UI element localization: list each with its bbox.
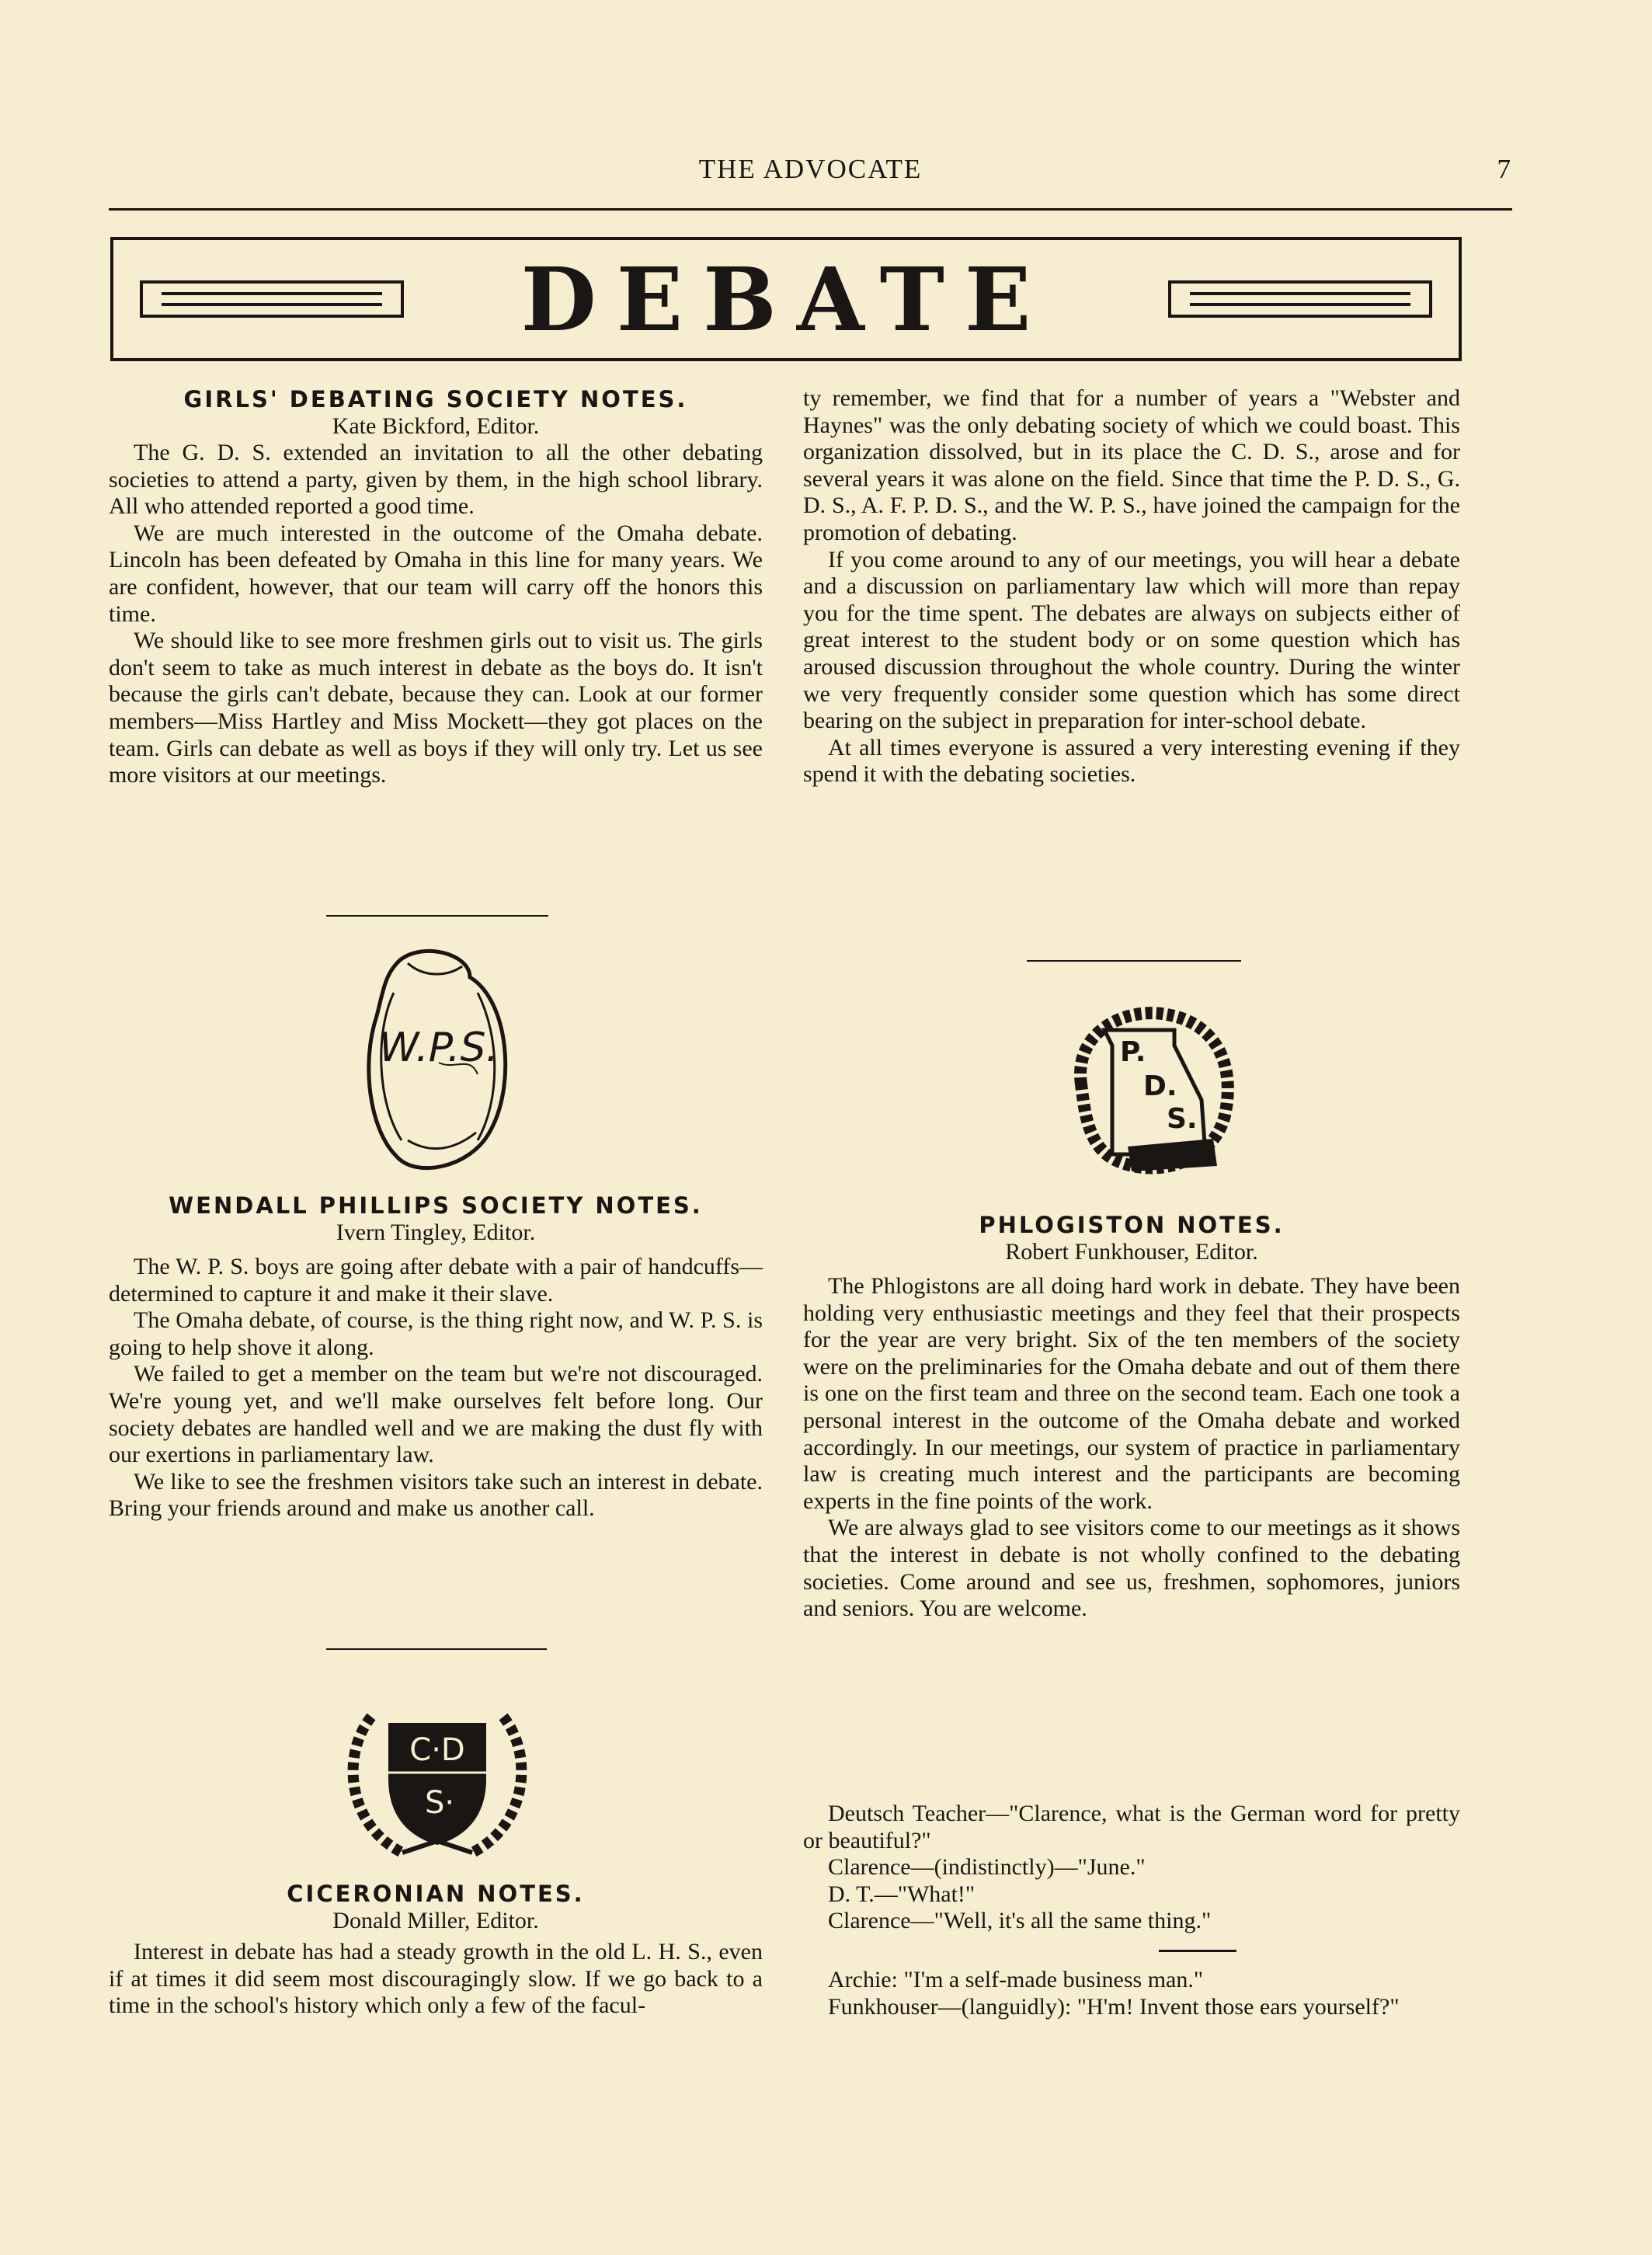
wps-editor: Ivern Tingley, Editor. xyxy=(336,1220,536,1245)
running-head xyxy=(109,154,1512,188)
pds-emblem xyxy=(1058,999,1252,1185)
wps-emblem-text: W.P.S. xyxy=(379,1025,499,1071)
pds-title: PHLOGISTON NOTES. xyxy=(979,1212,1285,1238)
gds-paragraph: We should like to see more freshmen girls out to visit us. The girls don't seem to take as much interest in debate as the boys do. It isn't because the girls can't debate, because they can. Look at our former members—Miss Hartley and Miss Mockett—they got places on the team. Girls can debate as well as boys if they will only try. Let us see more visitors at our meetings. xyxy=(109,628,763,788)
page-number: 7 xyxy=(1497,154,1512,184)
separator-rule xyxy=(1159,1950,1236,1952)
banner-ornament-right xyxy=(1168,280,1432,318)
gds-title: GIRLS' DEBATING SOCIETY NOTES. xyxy=(183,386,688,412)
cds-editor: Donald Miller, Editor. xyxy=(332,1908,539,1933)
cds-article-continued xyxy=(803,385,1460,788)
joke-line: Archie: "I'm a self-made business man." xyxy=(828,1967,1204,1992)
wps-emblem xyxy=(353,946,524,1179)
section-banner xyxy=(110,237,1462,361)
gds-editor: Kate Bickford, Editor. xyxy=(332,413,540,439)
wps-title: WENDALL PHILLIPS SOCIETY NOTES. xyxy=(169,1192,703,1219)
jokes xyxy=(803,1801,1460,1935)
wps-emblem-graphic xyxy=(353,946,524,1179)
joke-line: Deutsch Teacher—"Clarence, what is the German word for pretty or beautiful?" xyxy=(803,1801,1460,1853)
pds-article xyxy=(803,1211,1460,1623)
header-rule xyxy=(109,208,1512,211)
joke-line: Clarence—"Well, it's all the same thing." xyxy=(828,1908,1212,1934)
cds-article xyxy=(109,1880,763,2020)
cds-paragraph: At all times everyone is assured a very interesting evening if they spend it with the debating societies. xyxy=(803,734,1460,788)
gds-paragraph: The G. D. S. extended an invitation to all the other debating societies to attend a party, given by them, in the high school library. All who attended reported a good time. xyxy=(109,440,763,520)
joke-line: Funkhouser—(languidly): "H'm! Invent those ears yourself?" xyxy=(828,1993,1400,2020)
pds-emblem-p: P. xyxy=(1120,1036,1146,1068)
cds-emblem-top: C·D xyxy=(409,1732,465,1768)
separator-rule xyxy=(326,1648,547,1650)
wps-paragraph: The W. P. S. boys are going after debate with a pair of handcuffs—determined to capture it and make it their slave. xyxy=(109,1254,763,1307)
wps-article xyxy=(109,1192,763,1522)
pds-emblem-graphic xyxy=(1058,999,1252,1185)
publication-title: THE ADVOCATE xyxy=(698,154,923,184)
cds-paragraph: ty remember, we find that for a number of years a "Webster and Haynes" was the only debating society of which we could boast. This organization dissolved, but in its place the C. D. S., arose and for several years it was alone on the field. Since that time the P. D. S., G. D. S., A. F. P. D. S., and the W. P. S., have joined the campaign for the promotion of debating. xyxy=(803,385,1460,545)
cds-emblem-bottom: S· xyxy=(424,1785,455,1821)
pds-editor: Robert Funkhouser, Editor. xyxy=(1005,1239,1258,1265)
wps-paragraph: The Omaha debate, of course, is the thing right now, and W. P. S. is going to help shove it along. xyxy=(109,1307,763,1360)
separator-rule xyxy=(326,915,548,917)
pds-paragraph: The Phlogistons are all doing hard work in debate. They have been holding very enthusiastic meetings and they feel that their prospects for the year are very bright. Six of the ten members of the society were on the preliminaries for the Omaha debate and out of them there is one on the first team and three on the second team. Each one took a personal interest in the outcome of the Omaha debate and worked accordingly. In our meetings, our system of practice in parliamentary law is creating much interest and the participants are becoming experts in the fine points of the work. xyxy=(803,1273,1460,1514)
joke-line: D. T.—"What!" xyxy=(828,1881,976,1907)
cds-title: CICERONIAN NOTES. xyxy=(287,1881,585,1907)
gds-article xyxy=(109,385,763,789)
separator-rule xyxy=(1027,960,1241,962)
banner-title: DEBATE xyxy=(520,249,1052,351)
jokes-second xyxy=(803,1967,1460,2020)
wps-paragraph: We failed to get a member on the team but we're not discouraged. We're young yet, and we'll make ourselves felt before long. Our society debates are handled well and we are making the dust fly with our exertions in parliamentary law. xyxy=(109,1361,763,1468)
pds-emblem-s: S. xyxy=(1167,1103,1198,1135)
cds-paragraph: Interest in debate has had a steady growth in the old L. H. S., even if at times it did seem most discouragingly slow. If we go back to a time in the school's history which only a few of the facul- xyxy=(109,1939,763,2019)
cds-emblem-graphic xyxy=(340,1686,534,1864)
joke-line: Clarence—(indistinctly)—"June." xyxy=(828,1854,1146,1881)
cds-emblem xyxy=(340,1686,534,1864)
pds-emblem-d: D. xyxy=(1143,1070,1177,1102)
wps-paragraph: We like to see the freshmen visitors take such an interest in debate. Bring your friends around and make us another call. xyxy=(109,1468,763,1522)
cds-paragraph: If you come around to any of our meetings, you will hear a debate and a discussion on parliamentary law which will more than repay you for the time spent. The debates are always on subjects either of great interest to the student body or on some question which has aroused discussion throughout the whole country. During the winter we very frequently consider some question which has some direct bearing on the subject in preparation for inter-school debate. xyxy=(803,546,1460,734)
pds-paragraph: We are always glad to see visitors come to our meetings as it shows that the interest in debate is not wholly confined to the debating societies. Come around and see us, freshmen, sophomores, juniors and seniors. You are welcome. xyxy=(803,1515,1460,1622)
gds-paragraph: We are much interested in the outcome of the Omaha debate. Lincoln has been defeated by Omaha in this line for many years. We are confident, however, that our team will carry off the honors this time. xyxy=(109,520,763,627)
